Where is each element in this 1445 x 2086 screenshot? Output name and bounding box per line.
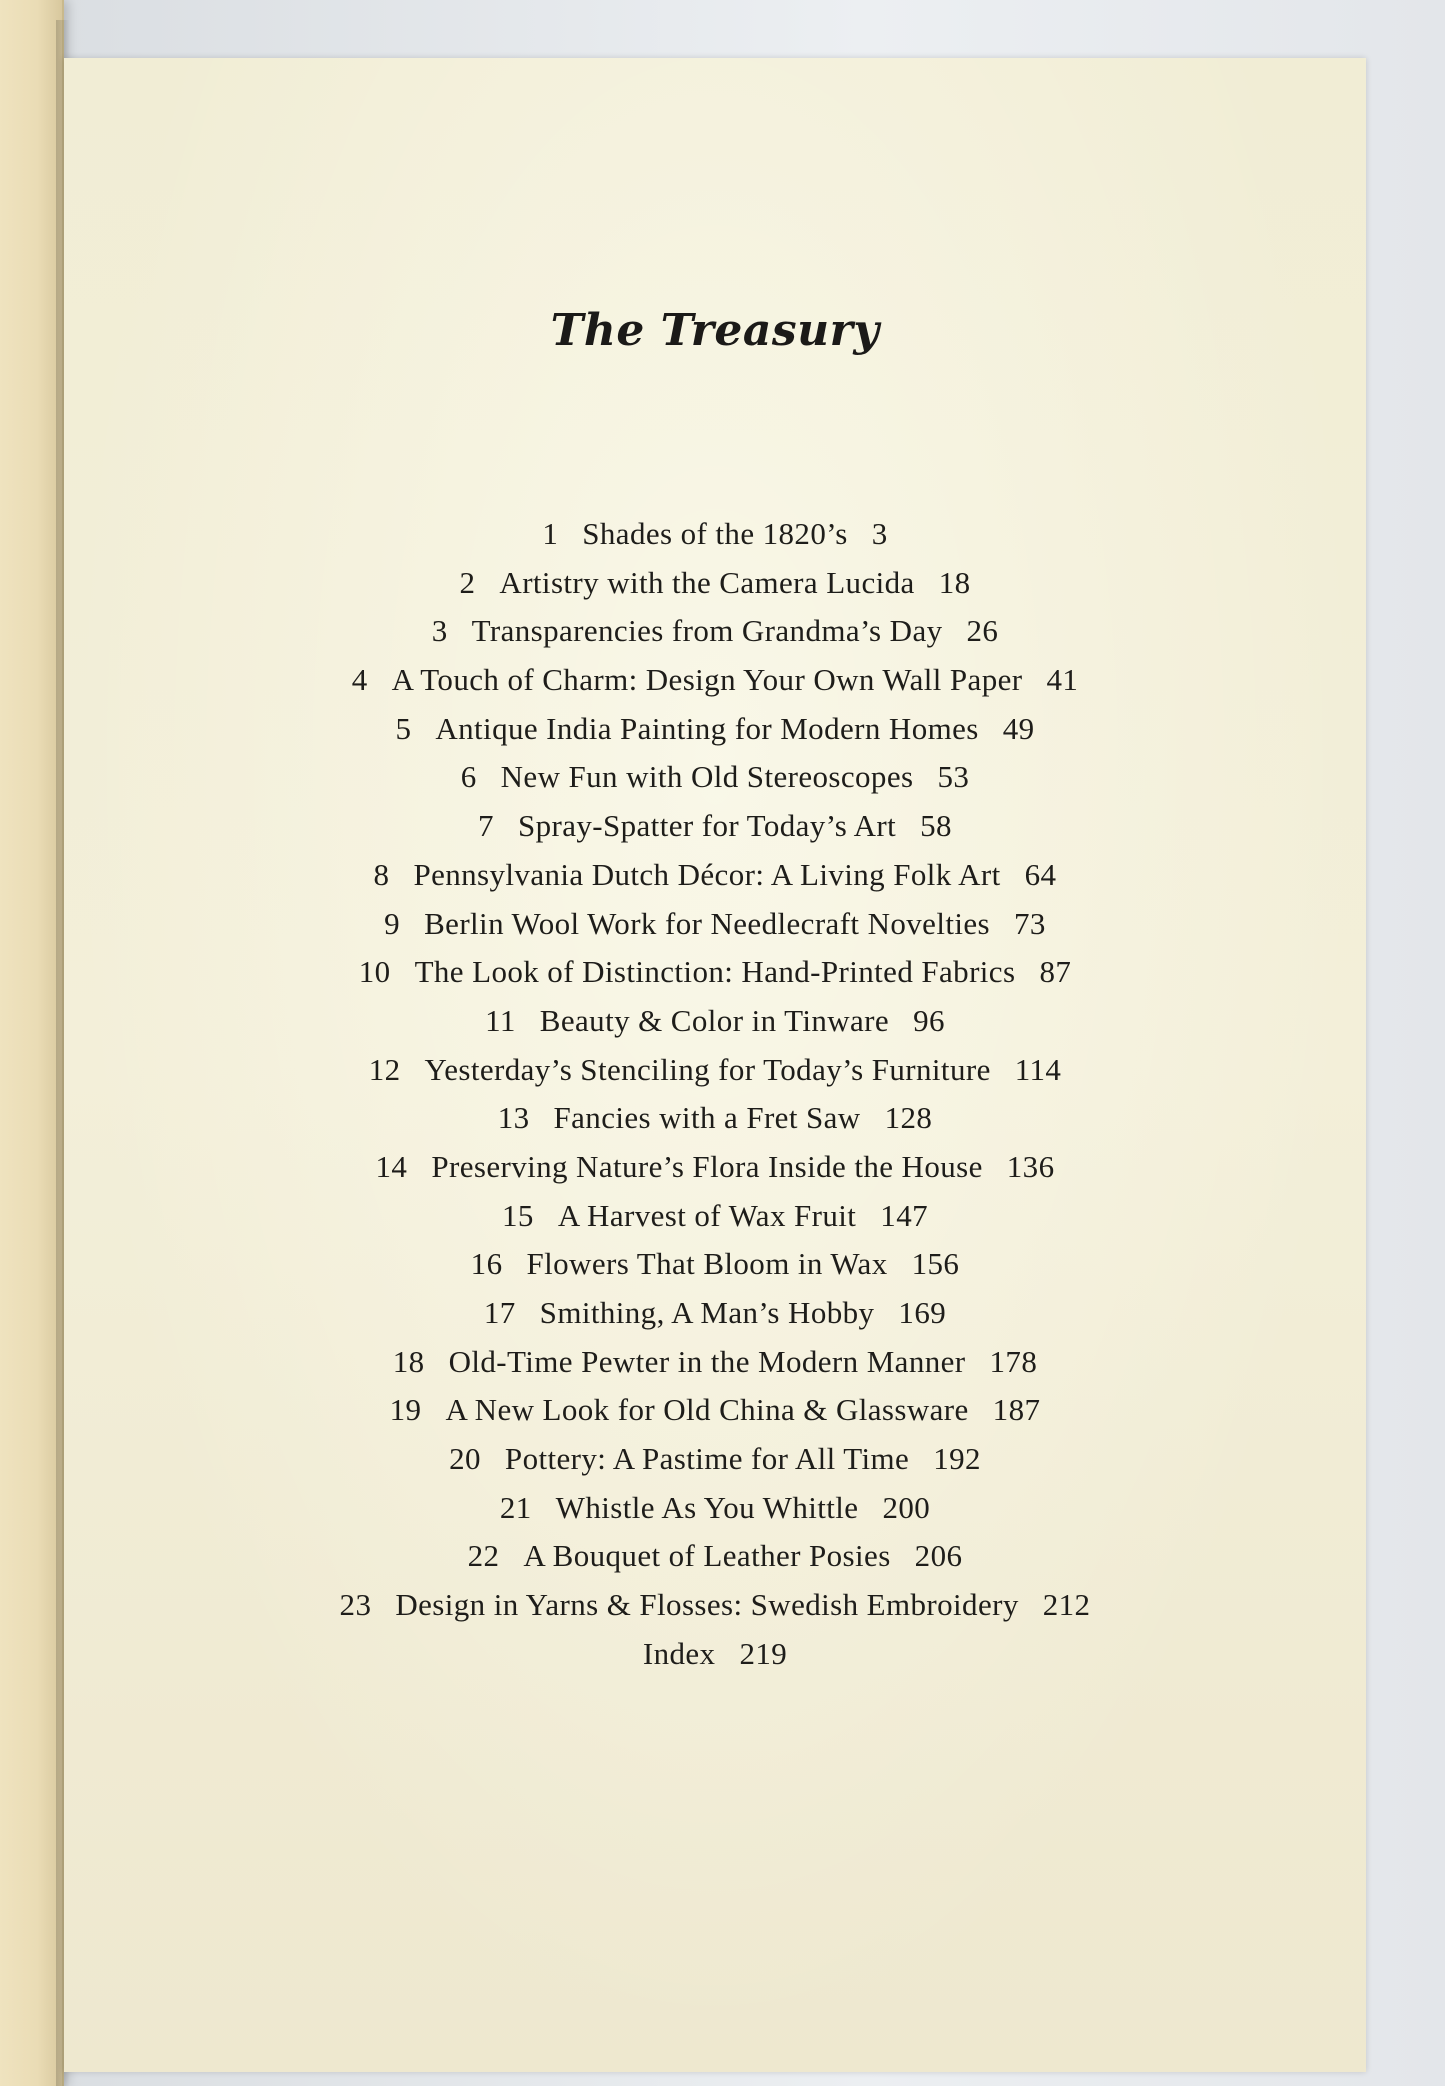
chapter-number: 5 xyxy=(395,710,412,746)
chapter-number: 16 xyxy=(470,1246,503,1282)
toc-entry xyxy=(64,1532,1366,1581)
chapter-title: Fancies with a Fret Saw xyxy=(553,1100,861,1136)
chapter-number: 21 xyxy=(499,1489,532,1525)
chapter-title: A New Look for Old China & Glassware xyxy=(445,1392,969,1428)
toc-entry xyxy=(64,1094,1366,1143)
chapter-title: Pottery: A Pastime for All Time xyxy=(504,1441,910,1477)
page-number: 58 xyxy=(920,808,952,844)
toc-entry xyxy=(64,1435,1366,1484)
page-number: 136 xyxy=(1006,1148,1055,1184)
toc-entry xyxy=(64,1338,1366,1387)
toc-entry xyxy=(64,510,1366,559)
chapter-number: 10 xyxy=(358,954,391,990)
page-number: 192 xyxy=(933,1441,981,1477)
page-number: 41 xyxy=(1046,662,1079,698)
chapter-number: 8 xyxy=(373,856,390,892)
chapter-title: A Harvest of Wax Fruit xyxy=(557,1197,857,1233)
toc-entry xyxy=(64,753,1366,802)
toc-entry xyxy=(64,607,1366,656)
toc-entry xyxy=(64,997,1366,1046)
page-number: 169 xyxy=(898,1295,947,1330)
toc-entry xyxy=(64,948,1366,997)
toc-entry xyxy=(64,559,1366,608)
chapter-number: 18 xyxy=(392,1343,425,1379)
chapter-number: 22 xyxy=(467,1538,500,1574)
chapter-number: 7 xyxy=(478,808,494,844)
chapter-title: Index xyxy=(642,1635,716,1671)
page-number: 3 xyxy=(871,516,888,551)
page-number: 147 xyxy=(880,1197,928,1233)
chapter-number: 19 xyxy=(389,1392,422,1428)
chapter-number: 14 xyxy=(375,1148,408,1184)
page-number: 156 xyxy=(911,1246,960,1282)
chapter-title: Spray-Spatter for Today’s Art xyxy=(517,808,897,844)
page-title: The Treasury xyxy=(550,305,880,356)
book-page xyxy=(64,58,1366,2072)
page-number: 178 xyxy=(989,1343,1038,1379)
page-number: 96 xyxy=(913,1002,945,1038)
page-number: 187 xyxy=(992,1392,1041,1428)
chapter-title: Design in Yarns & Flosses: Swedish Embroidery xyxy=(395,1587,1019,1623)
page-number: 212 xyxy=(1042,1587,1091,1623)
chapter-title: Yesterday’s Stenciling for Today’s Furniture xyxy=(424,1051,991,1087)
chapter-title: Beauty & Color in Tinware xyxy=(539,1002,890,1038)
toc-entry xyxy=(64,1484,1366,1533)
chapter-title: Flowers That Bloom in Wax xyxy=(526,1246,888,1282)
chapter-title: The Look of Distinction: Hand-Printed Fabrics xyxy=(414,954,1016,990)
page-number: 73 xyxy=(1014,905,1046,941)
chapter-title: Antique India Painting for Modern Homes xyxy=(435,710,979,746)
chapter-title: Artistry with the Camera Lucida xyxy=(499,564,915,600)
toc-entry xyxy=(64,1240,1366,1289)
page-number: 87 xyxy=(1039,954,1072,990)
page-number: 53 xyxy=(937,759,970,795)
chapter-title: A Bouquet of Leather Posies xyxy=(523,1538,891,1574)
page-number: 114 xyxy=(1014,1051,1062,1087)
chapter-number: 3 xyxy=(431,613,448,649)
toc-entry xyxy=(64,1289,1366,1338)
page-number: 26 xyxy=(966,613,999,649)
toc-entry xyxy=(64,1192,1366,1241)
chapter-number: 4 xyxy=(351,662,368,698)
chapter-title: New Fun with Old Stereoscopes xyxy=(500,759,914,795)
chapter-number: 12 xyxy=(368,1051,401,1087)
page-number: 49 xyxy=(1002,710,1035,746)
chapter-number: 17 xyxy=(483,1295,516,1330)
page-number: 128 xyxy=(884,1100,933,1136)
chapter-number: 9 xyxy=(384,905,401,941)
chapter-title: Preserving Nature’s Flora Inside the House xyxy=(431,1148,983,1184)
chapter-number: 15 xyxy=(502,1197,534,1233)
chapter-title: Transparencies from Grandma’s Day xyxy=(471,613,943,649)
toc-entry xyxy=(64,1630,1366,1679)
chapter-number: 1 xyxy=(542,516,559,551)
table-of-contents xyxy=(64,510,1366,1679)
page-number: 206 xyxy=(914,1538,963,1574)
chapter-number: 13 xyxy=(497,1100,530,1136)
page-number: 18 xyxy=(938,564,971,600)
page-number: 200 xyxy=(882,1489,931,1525)
toc-entry xyxy=(64,1581,1366,1630)
chapter-number: 6 xyxy=(460,759,477,795)
toc-entry xyxy=(64,900,1366,949)
chapter-title: Smithing, A Man’s Hobby xyxy=(539,1295,875,1330)
toc-entry xyxy=(64,1046,1366,1095)
chapter-title: Berlin Wool Work for Needlecraft Novelties xyxy=(424,905,990,941)
toc-entry xyxy=(64,1143,1366,1192)
facing-page-edge xyxy=(0,0,64,2086)
toc-entry xyxy=(64,656,1366,705)
chapter-number: 20 xyxy=(449,1441,481,1477)
chapter-number: 11 xyxy=(485,1002,516,1038)
page-number: 219 xyxy=(739,1635,788,1671)
chapter-title: Shades of the 1820’s xyxy=(582,516,848,551)
chapter-title: A Touch of Charm: Design Your Own Wall Paper xyxy=(391,662,1023,698)
chapter-number: 23 xyxy=(339,1587,372,1623)
chapter-number: 2 xyxy=(459,564,476,600)
chapter-title: Pennsylvania Dutch Décor: A Living Folk Art xyxy=(413,856,1001,892)
toc-entry xyxy=(64,802,1366,851)
toc-entry xyxy=(64,1386,1366,1435)
toc-entry xyxy=(64,705,1366,754)
page-number: 64 xyxy=(1024,856,1057,892)
chapter-title: Old-Time Pewter in the Modern Manner xyxy=(448,1343,966,1379)
toc-entry xyxy=(64,851,1366,900)
chapter-title: Whistle As You Whittle xyxy=(555,1489,859,1525)
